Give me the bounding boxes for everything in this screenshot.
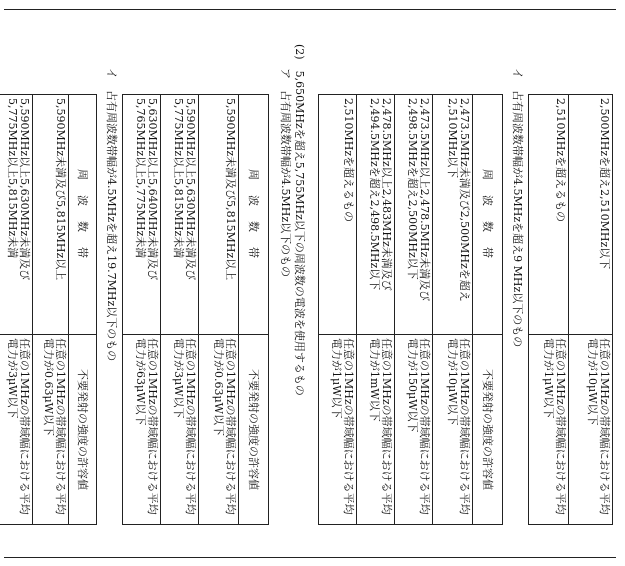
band-cell: 5,590MHz未満及び5,815MHz以上 <box>33 95 69 335</box>
top-rule <box>4 9 616 10</box>
limit-header: 不要発射の強度の許容値 <box>473 335 503 525</box>
limit-cell: 任意の1MHzの帯域幅における平均電力が10μW以下 <box>569 335 613 525</box>
band-table <box>318 94 503 525</box>
band-cell: 2,473.5MHz未満及び2,500MHzを超え2,510MHz以下 <box>433 95 473 335</box>
bottom-rule <box>4 557 616 558</box>
limit-cell: 任意の1MHzの帯域幅における平均電力が0.63μW以下 <box>199 335 239 525</box>
rotated-page <box>5 24 615 544</box>
table-row <box>123 95 161 525</box>
band-cell: 2,473.5MHz以上2,478.5MHz未満及び2,498.5MHzを超え2,500MHz以下 <box>395 95 433 335</box>
limit-cell: 任意の1MHzの帯域幅における平均電力が1μW以下 <box>319 335 357 525</box>
section-heading: イ 占有周波数帯幅が4.5MHzを超え9 MHz以下のもの <box>511 68 524 348</box>
limit-cell: 任意の1MHzの帯域幅における平均電力が1μW以下 <box>529 335 569 525</box>
band-cell: 2,510MHzを超えるもの <box>529 95 569 335</box>
band-cell: 5,630MHz以上5,640MHz未満及び5,765MHz以上5,775MHz未満 <box>123 95 161 335</box>
band-cell: 5,590MHz以上5,630MHz未満及び5,775MHz以上5,815MHz未満 <box>161 95 199 335</box>
band-cell: 2,510MHzを超えるもの <box>319 95 357 335</box>
table-row <box>357 95 395 525</box>
limit-cell: 任意の1MHzの帯域幅における平均電力が3μW以下 <box>161 335 199 525</box>
limit-cell: 任意の1MHzの帯域幅における平均電力が10μW以下 <box>433 335 473 525</box>
band-header: 周 波 数 帯 <box>473 95 503 335</box>
band-header: 周 波 数 帯 <box>239 95 269 335</box>
band-cell: 5,590MHz未満及び5,815MHz以上 <box>199 95 239 335</box>
limit-cell: 任意の1MHzの帯域幅における平均電力が150μW以下 <box>395 335 433 525</box>
section-heading: (2) 5,650MHzを超え5,755MHz以下の周波数の電波を使用するもの <box>293 44 306 396</box>
band-header: 周 波 数 帯 <box>69 95 97 335</box>
lead-table <box>528 94 613 525</box>
section-heading: ア 占有周波数帯幅が4.5MHz以下のもの <box>279 68 292 278</box>
band-cell: 2,500MHzを超え2,510MHz以下 <box>569 95 613 335</box>
table-header <box>473 95 503 525</box>
section-heading: イ 占有周波数帯幅が4.5MHzを超え19.7MHz以下のもの <box>105 68 118 362</box>
limit-header: 不要発射の強度の許容値 <box>239 335 269 525</box>
band-table <box>122 94 269 525</box>
table-header <box>239 95 269 525</box>
table-row <box>161 95 199 525</box>
band-cell: 2,478.5MHz以上2,483MHz未満及び2,494.5MHzを超え2,498.5MHz以下 <box>357 95 395 335</box>
limit-cell: 任意の1MHzの帯域幅における平均電力が1mW以下 <box>357 335 395 525</box>
limit-cell: 任意の1MHzの帯域幅における平均電力が3μW以下 <box>0 335 33 525</box>
table-row <box>529 95 569 525</box>
limit-cell: 任意の1MHzの帯域幅における平均電力が63μW以下 <box>123 335 161 525</box>
table-row <box>0 95 33 525</box>
table-row <box>395 95 433 525</box>
table-header <box>69 95 97 525</box>
table-row <box>433 95 473 525</box>
table-row <box>33 95 69 525</box>
table-row <box>319 95 357 525</box>
band-table <box>0 94 97 525</box>
table-row <box>569 95 613 525</box>
limit-cell: 任意の1MHzの帯域幅における平均電力が0.63μW以下 <box>33 335 69 525</box>
table-row <box>199 95 239 525</box>
band-cell: 5,590MHz以上5,630MHz未満及び5,775MHz以上5,815MHz未満 <box>0 95 33 335</box>
limit-header: 不要発射の強度の許容値 <box>69 335 97 525</box>
